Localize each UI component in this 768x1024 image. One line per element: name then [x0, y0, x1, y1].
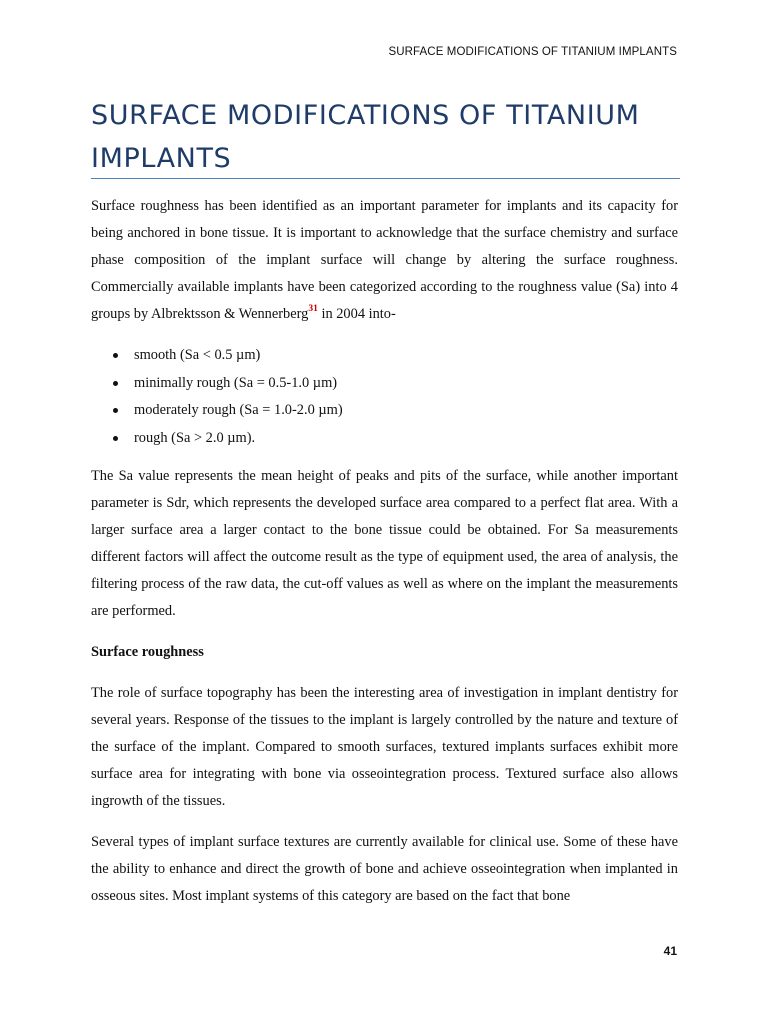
topography-paragraph: The role of surface topography has been the interesting area of investigation in implant dentistry for several years. Response of the tissues to the implant is largely controlled by the nature and texture of the surface of the implant. Compared to smooth surfaces, textured implants surfaces exhibit more surface area for integrating with bone via osseointegration process. Textured surface also allows ingrowth of the tissues.: [91, 684, 678, 809]
intro-text-end: in 2004 into-: [317, 306, 396, 322]
list-item-text: smooth (Sa < 0.5 µm): [134, 347, 261, 363]
citation-marker: 31: [308, 304, 318, 314]
list-item: [91, 342, 678, 370]
sa-paragraph: The Sa value represents the mean height of peaks and pits of the surface, while another important parameter is Sdr, which represents the developed surface area compared to a perfect flat area. With a larger surface area a larger contact to the bone tissue could be obtained. For Sa measurements different factors will affect the outcome result as the type of equipment used, the area of analysis, the filtering process of the raw data, the cut-off values as well as where on the implant the measurements are performed.: [91, 467, 678, 619]
bullet-icon: [113, 436, 118, 441]
list-item: [91, 370, 678, 398]
intro-paragraph: [91, 193, 678, 328]
section-subheading: Surface roughness: [91, 643, 204, 660]
bullet-icon: [113, 408, 118, 413]
list-item: [91, 397, 678, 425]
textures-paragraph: Several types of implant surface textures are currently available for clinical use. Some of these have the ability to enhance and direct the growth of bone and achieve osseointegration when implanted in osseous sites. Most implant systems of this category are based on the fact that bone: [91, 833, 678, 904]
list-item-text: minimally rough (Sa = 0.5-1.0 µm): [134, 374, 338, 391]
list-item-text: moderately rough (Sa = 1.0-2.0 µm): [134, 402, 343, 419]
title-underline-rule: [91, 178, 680, 179]
bullet-icon: [113, 381, 118, 386]
body-text: [91, 193, 678, 924]
page-number: 41: [663, 944, 677, 958]
intro-text: Surface roughness has been identified as an important parameter for implants and its capacity for being anchored in bone tissue. It is important to acknowledge that the surface chemistry and surface phase composition of the implant surface will change by altering the surface roughness. Commercially available implants have been categorized according to the roughness value (Sa) into 4 groups by Albrektsson & Wennerberg: [91, 198, 678, 322]
bullet-icon: [113, 353, 118, 358]
running-header: SURFACE MODIFICATIONS OF TITANIUM IMPLANTS: [388, 46, 677, 58]
page-title: SURFACE MODIFICATIONS OF TITANIUM IMPLANTS: [91, 100, 640, 174]
list-item-text: rough (Sa > 2.0 µm).: [134, 430, 256, 447]
list-item: [91, 425, 678, 453]
roughness-categories-list: [91, 342, 678, 453]
